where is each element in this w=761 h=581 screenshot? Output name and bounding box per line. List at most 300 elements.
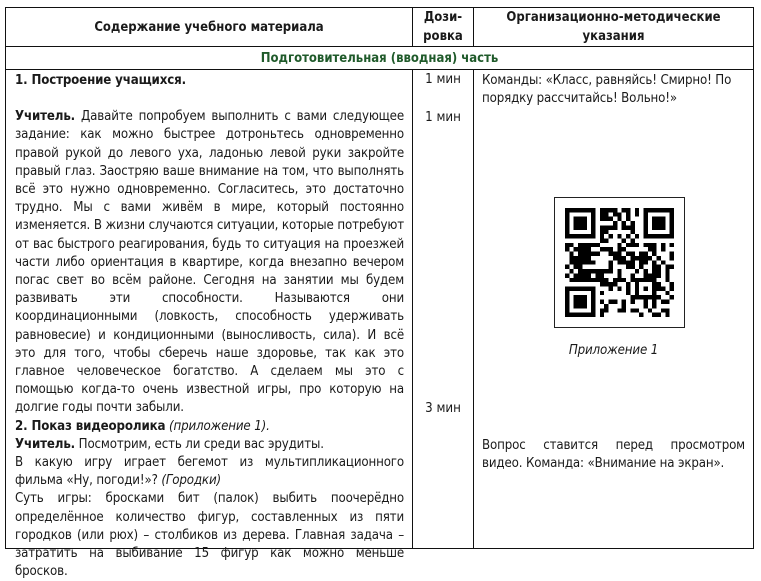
qr-module — [670, 230, 674, 234]
qr-module — [639, 295, 643, 299]
qr-module — [569, 260, 573, 264]
qr-module — [652, 291, 656, 295]
qr-module — [565, 212, 569, 216]
qr-module — [661, 247, 665, 251]
qr-module — [565, 273, 569, 277]
table-header-row — [6, 8, 753, 47]
qr-module — [635, 308, 639, 312]
qr-module — [565, 225, 569, 229]
qr-module — [604, 239, 608, 243]
qr-module — [661, 300, 665, 304]
qr-module — [591, 286, 595, 290]
qr-module — [600, 313, 604, 317]
qr-module — [665, 208, 669, 212]
qr-module — [578, 295, 582, 299]
qr-module — [582, 225, 586, 229]
notes-cell — [473, 70, 753, 548]
qr-module — [604, 269, 608, 273]
qr-module — [617, 256, 621, 260]
qr-module — [670, 225, 674, 229]
qr-module — [565, 291, 569, 295]
qr-module — [600, 247, 604, 251]
qr-module — [657, 208, 661, 212]
qr-module — [648, 234, 652, 238]
qr-module — [630, 308, 634, 312]
qr-module — [665, 300, 669, 304]
qr-module — [587, 313, 591, 317]
header-dosage-label-line1: Дози- — [423, 10, 463, 25]
qr-module — [591, 208, 595, 212]
qr-module — [578, 300, 582, 304]
qr-module — [596, 269, 600, 273]
qr-module — [569, 313, 573, 317]
qr-module — [582, 208, 586, 212]
qr-module — [652, 260, 656, 264]
qr-module — [617, 269, 621, 273]
qr-module — [591, 295, 595, 299]
qr-module — [622, 221, 626, 225]
qr-module — [591, 291, 595, 295]
qr-module — [600, 230, 604, 234]
qr-module — [626, 225, 630, 229]
qr-module — [643, 217, 647, 221]
qr-module — [665, 265, 669, 269]
qr-module — [635, 234, 639, 238]
qr-module — [661, 217, 665, 221]
qr-module — [643, 252, 647, 256]
qr-module — [604, 247, 608, 251]
qr-module — [604, 208, 608, 212]
qr-module — [569, 286, 573, 290]
qr-module — [596, 273, 600, 277]
qr-module — [630, 295, 634, 299]
qr-module — [652, 295, 656, 299]
qr-module — [665, 308, 669, 312]
qr-caption: Приложение 1 — [568, 343, 659, 358]
qr-module — [617, 243, 621, 247]
qr-module — [600, 225, 604, 229]
qr-module — [652, 282, 656, 286]
qr-module — [609, 260, 613, 264]
qr-module — [630, 252, 634, 256]
qr-module — [626, 260, 630, 264]
qr-module — [600, 291, 604, 295]
qr-module — [565, 234, 569, 238]
qr-module — [596, 252, 600, 256]
header-content-column — [6, 8, 412, 46]
qr-module — [565, 247, 569, 251]
qr-module — [652, 225, 656, 229]
qr-module — [652, 221, 656, 225]
qr-module — [565, 243, 569, 247]
qr-module — [578, 256, 582, 260]
qr-module — [657, 221, 661, 225]
qr-module — [565, 295, 569, 299]
qr-module — [630, 230, 634, 234]
item2-title-text: 2. Показ видеоролика — [15, 418, 166, 434]
qr-module — [643, 221, 647, 225]
qr-module — [574, 225, 578, 229]
qr-module — [596, 243, 600, 247]
qr-module — [591, 230, 595, 234]
qr-module — [665, 278, 669, 282]
section-heading-row — [6, 47, 753, 70]
qr-module — [591, 313, 595, 317]
qr-module — [569, 269, 573, 273]
teacher-label-2: Учитель. — [15, 436, 76, 452]
qr-module — [643, 304, 647, 308]
qr-module — [578, 208, 582, 212]
qr-module — [578, 273, 582, 277]
qr-module — [609, 217, 613, 221]
qr-module — [569, 234, 573, 238]
qr-module — [661, 221, 665, 225]
qr-module — [617, 217, 621, 221]
qr-module — [622, 247, 626, 251]
qr-module — [639, 260, 643, 264]
qr-module — [643, 300, 647, 304]
qr-module — [652, 217, 656, 221]
qr-module — [622, 208, 626, 212]
qr-module — [582, 217, 586, 221]
qr-module — [652, 300, 656, 304]
item1-paragraph — [15, 108, 404, 417]
header-notes-label-line2: указания — [582, 29, 645, 44]
qr-module — [578, 286, 582, 290]
qr-module — [630, 239, 634, 243]
qr-module — [613, 278, 617, 282]
qr-module — [635, 282, 639, 286]
qr-module — [591, 243, 595, 247]
qr-module — [661, 234, 665, 238]
qr-module — [665, 269, 669, 273]
header-content-label: Содержание учебного материала — [94, 19, 324, 35]
qr-module — [670, 208, 674, 212]
qr-module — [569, 208, 573, 212]
dosage-cell — [412, 70, 473, 548]
qr-module — [591, 300, 595, 304]
qr-module — [587, 252, 591, 256]
dosage-2: 1 мин — [425, 110, 461, 125]
qr-module — [661, 260, 665, 264]
qr-module — [630, 225, 634, 229]
qr-module — [565, 300, 569, 304]
qr-module — [582, 247, 586, 251]
qr-module — [582, 273, 586, 277]
qr-module — [582, 256, 586, 260]
qr-module — [626, 252, 630, 256]
qr-module — [613, 252, 617, 256]
qr-module — [626, 217, 630, 221]
qr-module — [578, 234, 582, 238]
qr-module — [661, 308, 665, 312]
qr-module — [643, 208, 647, 212]
qr-module — [569, 278, 573, 282]
qr-module — [648, 243, 652, 247]
header-notes-label-line1: Организационно-методические — [506, 10, 721, 25]
qr-module — [578, 278, 582, 282]
qr-module — [569, 256, 573, 260]
content-cell — [6, 70, 412, 580]
qr-module — [609, 282, 613, 286]
qr-module — [591, 221, 595, 225]
qr-module — [639, 265, 643, 269]
commands-note: Команды: «Класс, равняйсь! Смирно! По порядку рассчитайсь! Вольно!» — [482, 73, 732, 107]
qr-module — [587, 278, 591, 282]
qr-module — [578, 269, 582, 273]
qr-module — [670, 221, 674, 225]
qr-module — [635, 212, 639, 216]
qr-module — [670, 286, 674, 290]
qr-module — [652, 286, 656, 290]
lesson-plan-table — [5, 7, 754, 580]
qr-module — [622, 256, 626, 260]
qr-module — [657, 225, 661, 229]
qr-module — [652, 243, 656, 247]
qr-module — [622, 304, 626, 308]
qr-module — [591, 225, 595, 229]
qr-module — [591, 269, 595, 273]
qr-module — [639, 256, 643, 260]
qr-module — [657, 313, 661, 317]
qr-module — [600, 239, 604, 243]
item2-answer: (Городки) — [161, 473, 221, 489]
qr-module — [582, 252, 586, 256]
item1-text: Давайте попробуем выполнить с вами следующее задание: как можно быстрее дотроньтесь одновременно правой рукой до левого уха, ладонью левой руки закройте правый глаз. Заостряю ваше внимание на том, что выполнять всё это нужно одновременно. Согласитесь, это достаточно трудно. Мы с вами живём в мире, который постоянно изменяется. В жизни случаются ситуации, которые потребуют от вас быстрого реагирования, будь то ситуация на проезжей части либо ориентация в квартире, когда внезапно вечером погас свет во всём районе. Сегодня на занятии мы будем развивать эти способности. Называются они координационными (ловкость, способность удерживать равновесие) и кондиционными (выносливость, сила). И всё это для того, чтобы сберечь наше здоровье, так как это главное человеческое богатство. А сделаем мы это с помощью когда-то очень известной игры, про которую на долгие годы почти забыли. — [15, 109, 404, 416]
qr-module — [578, 304, 582, 308]
qr-module — [565, 313, 569, 317]
qr-module — [613, 225, 617, 229]
qr-module — [574, 278, 578, 282]
qr-module — [565, 217, 569, 221]
section-title: Подготовительная (вводная) часть — [260, 50, 499, 66]
qr-module — [626, 243, 630, 247]
qr-module — [596, 278, 600, 282]
qr-module — [582, 278, 586, 282]
qr-module — [665, 234, 669, 238]
qr-module — [565, 221, 569, 225]
qr-module — [648, 256, 652, 260]
qr-module — [622, 308, 626, 312]
qr-module — [582, 295, 586, 299]
qr-module — [609, 300, 613, 304]
qr-module — [565, 308, 569, 312]
table-body — [6, 70, 753, 580]
qr-module — [657, 295, 661, 299]
qr-module — [670, 252, 674, 256]
qr-module — [604, 230, 608, 234]
qr-module — [617, 308, 621, 312]
qr-module — [582, 221, 586, 225]
qr-module — [635, 256, 639, 260]
qr-module — [565, 304, 569, 308]
qr-module — [613, 300, 617, 304]
qr-module — [617, 286, 621, 290]
qr-module — [574, 247, 578, 251]
qr-module — [622, 225, 626, 229]
qr-module — [609, 269, 613, 273]
qr-module — [578, 225, 582, 229]
item1-title — [15, 72, 404, 90]
qr-module — [591, 278, 595, 282]
qr-module — [574, 217, 578, 221]
qr-module — [670, 256, 674, 260]
qr-module — [652, 278, 656, 282]
qr-module — [670, 217, 674, 221]
qr-module — [587, 269, 591, 273]
qr-module — [582, 313, 586, 317]
header-notes-column — [473, 8, 753, 46]
qr-module — [600, 300, 604, 304]
qr-module — [587, 208, 591, 212]
qr-module — [639, 313, 643, 317]
qr-module — [604, 212, 608, 216]
item1-title-text: 1. Построение учащихся. — [15, 73, 186, 88]
qr-module — [604, 304, 608, 308]
qr-module — [643, 286, 647, 290]
qr-module — [639, 252, 643, 256]
qr-module — [648, 278, 652, 282]
qr-module — [578, 260, 582, 264]
spacer — [15, 90, 404, 108]
qr-module — [604, 217, 608, 221]
qr-module — [609, 286, 613, 290]
qr-module — [643, 243, 647, 247]
qr-module — [635, 243, 639, 247]
qr-module — [617, 212, 621, 216]
qr-module — [643, 269, 647, 273]
qr-module — [604, 282, 608, 286]
item2-teacher-line — [15, 436, 404, 454]
qr-module — [657, 256, 661, 260]
qr-module — [622, 239, 626, 243]
qr-module — [609, 247, 613, 251]
qr-module — [630, 278, 634, 282]
qr-module — [643, 273, 647, 277]
qr-module — [591, 308, 595, 312]
qr-module — [574, 273, 578, 277]
qr-module — [661, 225, 665, 229]
qr-module — [569, 243, 573, 247]
qr-module — [652, 265, 656, 269]
qr-module — [578, 217, 582, 221]
qr-module — [565, 265, 569, 269]
qr-module — [578, 252, 582, 256]
qr-module — [635, 295, 639, 299]
qr-module — [578, 313, 582, 317]
qr-module — [613, 282, 617, 286]
qr-module — [630, 260, 634, 264]
qr-module — [609, 265, 613, 269]
qr-module — [652, 252, 656, 256]
qr-module — [613, 212, 617, 216]
qr-module — [569, 252, 573, 256]
teacher-label: Учитель. — [15, 109, 76, 125]
qr-module — [587, 256, 591, 260]
qr-module — [626, 212, 630, 216]
qr-module — [609, 252, 613, 256]
qr-module — [648, 208, 652, 212]
item2-ref-link[interactable]: (приложение 1). — [165, 418, 270, 434]
qr-module — [670, 234, 674, 238]
qr-module — [591, 234, 595, 238]
qr-module — [643, 256, 647, 260]
qr-module — [643, 295, 647, 299]
qr-module — [635, 278, 639, 282]
qr-module — [617, 260, 621, 264]
qr-module — [582, 243, 586, 247]
qr-module — [574, 221, 578, 225]
qr-module — [613, 256, 617, 260]
qr-module — [578, 221, 582, 225]
qr-module — [648, 295, 652, 299]
qr-module — [582, 269, 586, 273]
qr-module — [582, 304, 586, 308]
qr-module — [630, 256, 634, 260]
dosage-3: 3 мин — [425, 401, 461, 416]
qr-module — [665, 291, 669, 295]
qr-module — [574, 208, 578, 212]
qr-module — [652, 234, 656, 238]
qr-module — [670, 282, 674, 286]
qr-module — [626, 286, 630, 290]
qr-module — [591, 260, 595, 264]
qr-module — [652, 273, 656, 277]
qr-module — [609, 225, 613, 229]
qr-module — [630, 273, 634, 277]
qr-module — [587, 260, 591, 264]
qr-module — [622, 260, 626, 264]
qr-module — [609, 234, 613, 238]
qr-module — [574, 295, 578, 299]
qr-module — [648, 273, 652, 277]
qr-module — [587, 273, 591, 277]
qr-module — [574, 286, 578, 290]
qr-module — [600, 208, 604, 212]
header-dosage-label-line2: ровка — [423, 29, 463, 44]
qr-module — [582, 234, 586, 238]
qr-module — [574, 234, 578, 238]
qr-code[interactable] — [554, 197, 685, 328]
qr-code-icon — [565, 208, 674, 317]
qr-module — [591, 212, 595, 216]
qr-module — [600, 282, 604, 286]
qr-module — [626, 208, 630, 212]
header-dosage-column — [412, 8, 473, 46]
qr-module — [665, 273, 669, 277]
qr-module — [643, 278, 647, 282]
qr-module — [661, 243, 665, 247]
qr-module — [626, 282, 630, 286]
qr-module — [661, 286, 665, 290]
item2-rules: Суть игры: бросками бит (палок) выбить поочерёдно определённое количество фигур, составленных из пяти городков (или рюх) – столбиков из дерева. Главная задача – затратить на выбивание 15 фигур как можно меньше бросков. — [15, 491, 404, 580]
qr-module — [630, 221, 634, 225]
qr-module — [635, 208, 639, 212]
qr-module — [591, 252, 595, 256]
qr-module — [574, 313, 578, 317]
qr-module — [657, 234, 661, 238]
qr-module — [600, 273, 604, 277]
qr-module — [574, 256, 578, 260]
qr-module — [617, 273, 621, 277]
qr-module — [609, 208, 613, 212]
qr-module — [643, 225, 647, 229]
qr-module — [670, 243, 674, 247]
qr-module — [670, 265, 674, 269]
qr-module — [617, 247, 621, 251]
qr-module — [604, 278, 608, 282]
qr-module — [630, 243, 634, 247]
